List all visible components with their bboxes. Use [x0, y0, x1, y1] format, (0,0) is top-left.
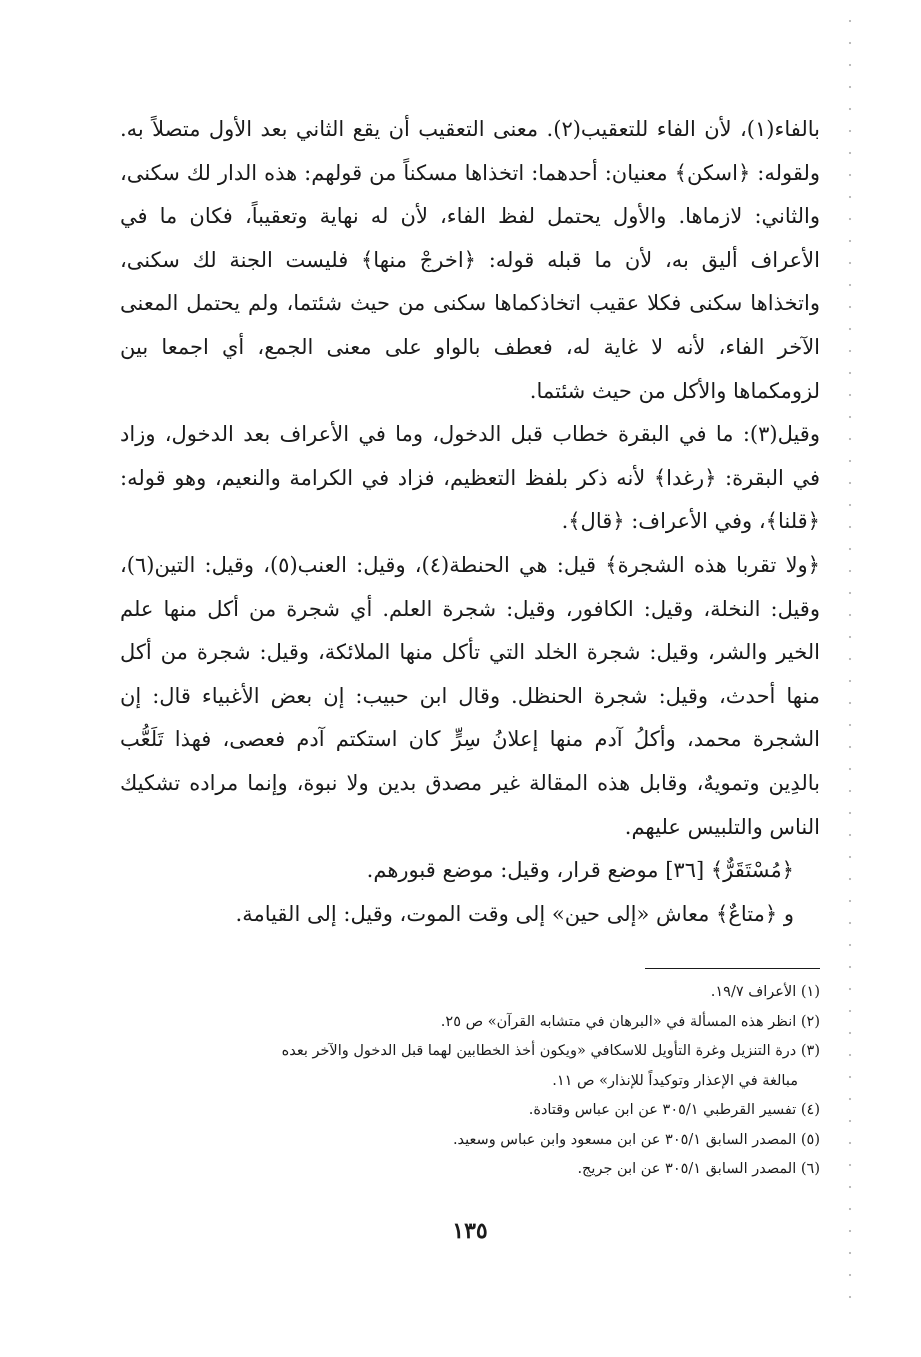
- paragraph-4: ﴿مُسْتَقَرٌّ﴾ [٣٦] موضع قرار، وقيل: موضع قبورهم.: [366, 858, 794, 883]
- footnote-6: (٦) المصدر السابق ٣٠٥/١ عن ابن جريج.: [577, 1161, 820, 1177]
- paragraph-1: بالفاء(١)، لأن الفاء للتعقيب(٢). معنى التعقيب أن يقع الثاني بعد الأول متصلاً به. ولقوله: ﴿اسكن﴾ معنيان: أحدهما: اتخذاها مسكناً من قولهم: هذه الدار لك سكنى، والثاني: لازماها. والأول يحتمل لفظ الفاء، لأن له نهاية وتعقيباً، فكان ما في الأعراف أليق به، لأن ما قبله قوله: ﴿اخرجْ منها﴾ فليست الجنة لك سكنى، واتخذاها سكنى فكلا عقيب اتخاذكماها سكنى من حيث شئتما، ولم يحتمل المعنى الآخر الفاء، لأنه لا غاية له، فعطف بالواو على معنى الجمع، أي اجمعا بين لزومكماها والأكل من حيث شئتما.: [120, 117, 820, 403]
- footnote-4: (٤) تفسير القرطبي ٣٠٥/١ عن ابن عباس وقتادة.: [528, 1102, 820, 1118]
- footnote-3-continued: مبالغة في الإعذار وتوكيداً للإنذار» ص ١١.: [552, 1072, 798, 1089]
- paragraph-2: وقيل(٣): ما في البقرة خطاب قبل الدخول، وما في الأعراف بعد الدخول، وزاد في البقرة: ﴿رغدا﴾ لأنه ذكر بلفظ التعظيم، فزاد في الكرامة والنعيم، وهو قوله: ﴿قلنا﴾، وفي الأعراف: ﴿قال﴾.: [120, 422, 820, 534]
- paragraph-3: ﴿ولا تقربا هذه الشجرة﴾ قيل: هي الحنطة(٤)، وقيل: العنب(٥)، وقيل: التين(٦)، وقيل: النخلة، وقيل: الكافور، وقيل: شجرة العلم. أي شجرة من أكل منها علم الخير والشر، وقيل: شجرة الخلد التي تأكل منها الملائكة، وقيل: شجرة من أكل منها أحدث، وقيل: شجرة الحنظل. وقال ابن حبيب: إن بعض الأغبياء قال: إن الشجرة محمد، وأكلُ آدم منها إعلانُ سِرٍّ كان استكتم آدم فعصى، فهذا تَلَعُّب بالدِين وتمويهٌ، وقابل هذه المقالة غير مصدق بدين ولا نبوة، وإنما مراده تشكيك الناس والتلبيس عليهم.: [120, 552, 820, 839]
- footnotes: [120, 978, 820, 1185]
- main-text: [120, 108, 820, 936]
- footnote-1: (١) الأعراف ١٩/٧.: [710, 984, 820, 1000]
- page-number: ١٣٥: [452, 1218, 488, 1244]
- footnote-5: (٥) المصدر السابق ٣٠٥/١ عن ابن مسعود وابن عباس وسعيد.: [452, 1131, 820, 1148]
- page-edge-dots: [848, 10, 852, 1310]
- book-page: [120, 108, 820, 1258]
- footnote-2: (٢) انظر هذه المسألة في «البرهان في متشابه القرآن» ص ٢٥.: [440, 1013, 820, 1030]
- footnote-separator: [645, 968, 820, 969]
- footnote-3: (٣) درة التنزيل وغرة التأويل للاسكافي «ويكون أخذ الخطابين لهما قبل الدخول والآخر بعده: [281, 1043, 820, 1059]
- paragraph-5: و ﴿متاعٌ﴾ معاش «إلى حين» إلى وقت الموت، وقيل: إلى القيامة.: [235, 901, 794, 926]
